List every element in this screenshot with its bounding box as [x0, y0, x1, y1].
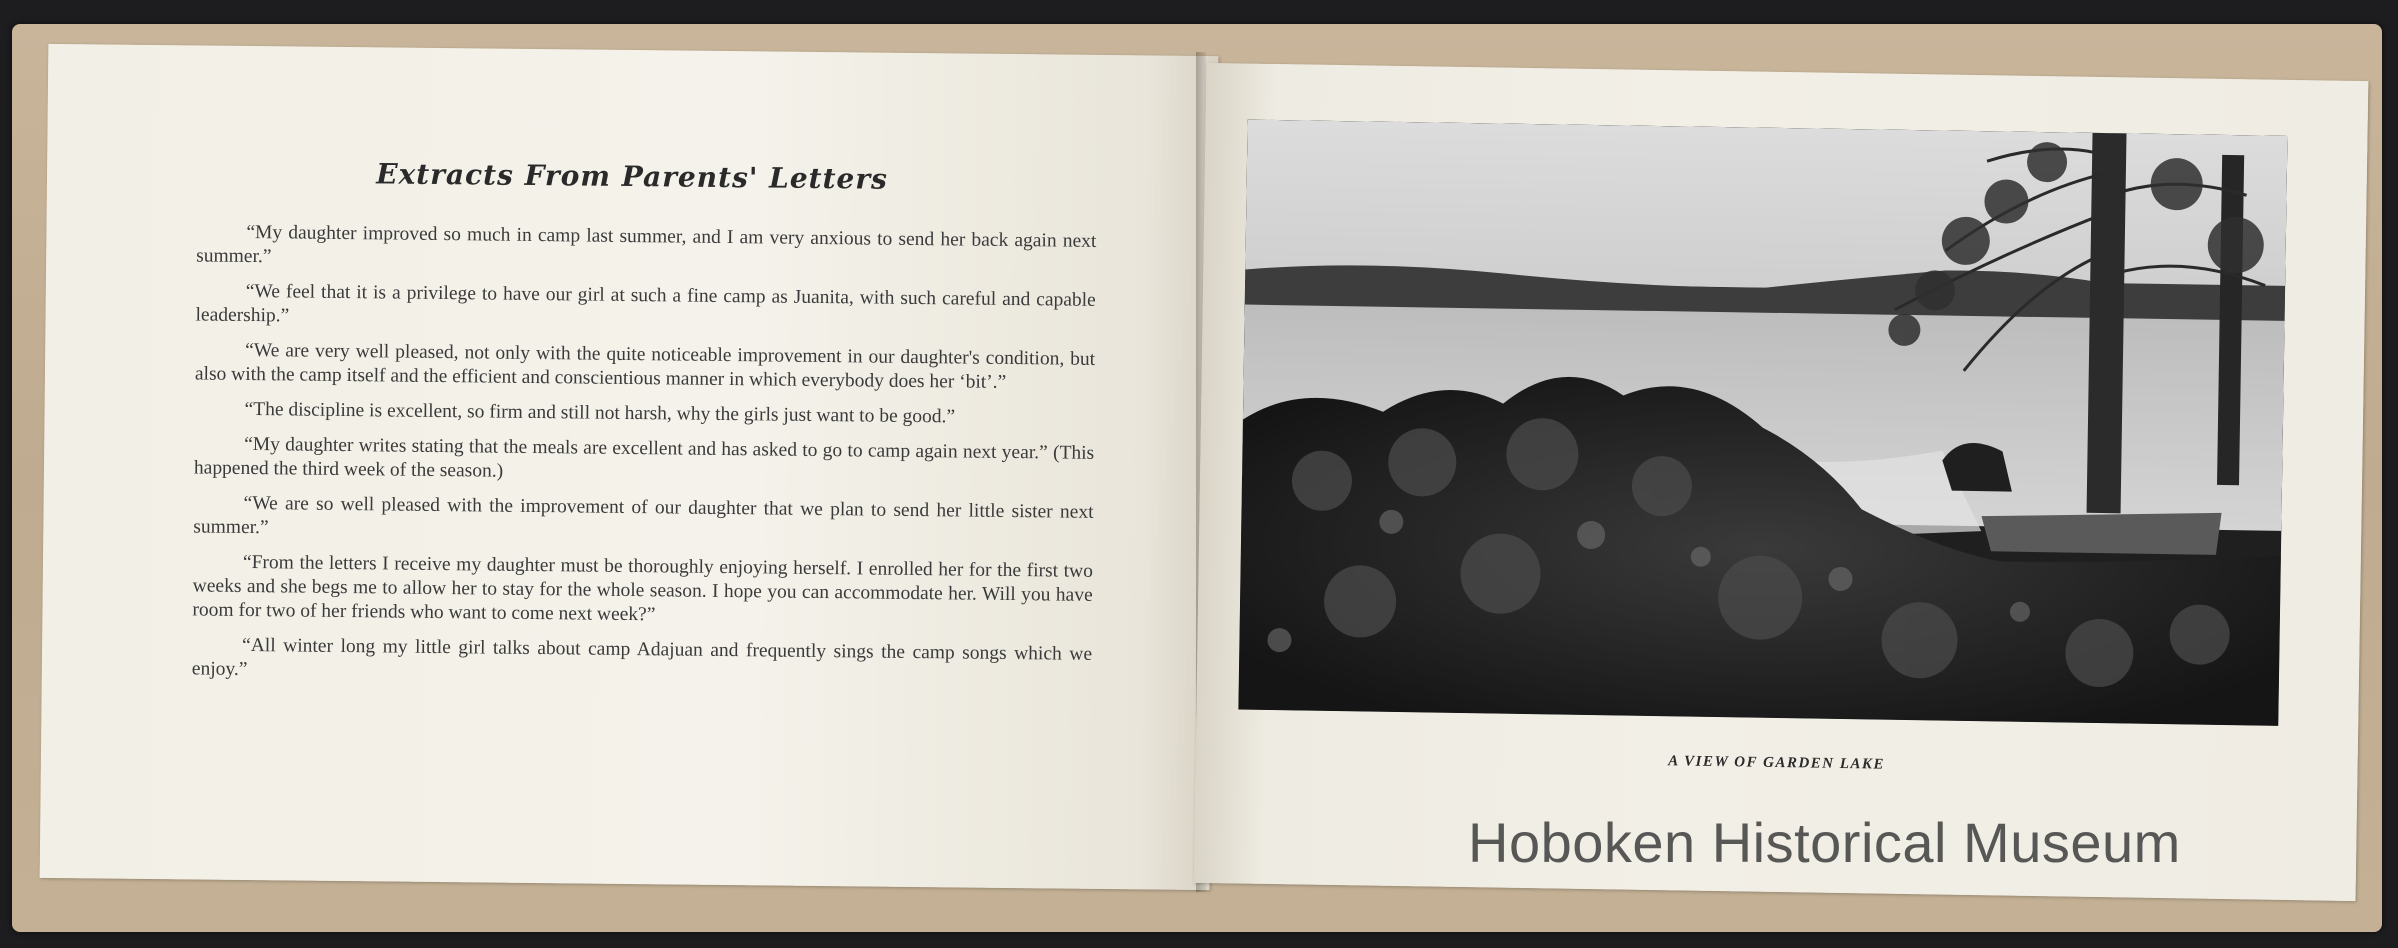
photo-caption: A VIEW OF GARDEN LAKE: [1668, 753, 1886, 773]
page-heading: Extracts From Parents' Letters: [376, 157, 889, 196]
museum-watermark: Hoboken Historical Museum: [1468, 811, 2181, 874]
lake-scene-illustration: [1238, 120, 2287, 726]
letter-extract: “We are so well pleased with the improvement of our daughter that we plan to send her little sister next summer.”: [193, 492, 1094, 539]
letter-extract: “All winter long my little girl talks about camp Adajuan and frequently sings the camp songs which we enjoy.”: [191, 634, 1093, 681]
letter-extract: “My daughter writes stating that the meals are excellent and has asked to go to camp again next year.” (This happened the third week of the season.): [193, 433, 1095, 482]
letter-extract: “We are very well pleased, not only with the quite noticeable improvement in our daughter's condition, but also with the camp itself and the efficient and conscientious manner in which everybody does her ‘bit’.”: [194, 339, 1096, 393]
letter-extract: “The discipline is excellent, so firm and still not harsh, why the girls just want to be good.”: [244, 398, 956, 428]
lake-photograph: [1238, 120, 2287, 726]
letter-extract: “From the letters I receive my daughter must be thoroughly enjoying herself. I enrolled her for the first two weeks and she begs me to allow her to stay for the whole season. I hope you can accommodate her. Will you have room for two of her friends who want to come next week?”: [192, 551, 1094, 626]
letter-extract: “We feel that it is a privilege to have our girl at such a fine camp as Juanita, with such careful and capable leadership.”: [195, 280, 1096, 327]
right-page: [1194, 63, 2369, 901]
letter-extracts: [192, 220, 1097, 701]
letter-extract: “My daughter improved so much in camp last summer, and I am very anxious to send her back again next summer.”: [196, 221, 1097, 268]
left-page: [40, 44, 1219, 890]
